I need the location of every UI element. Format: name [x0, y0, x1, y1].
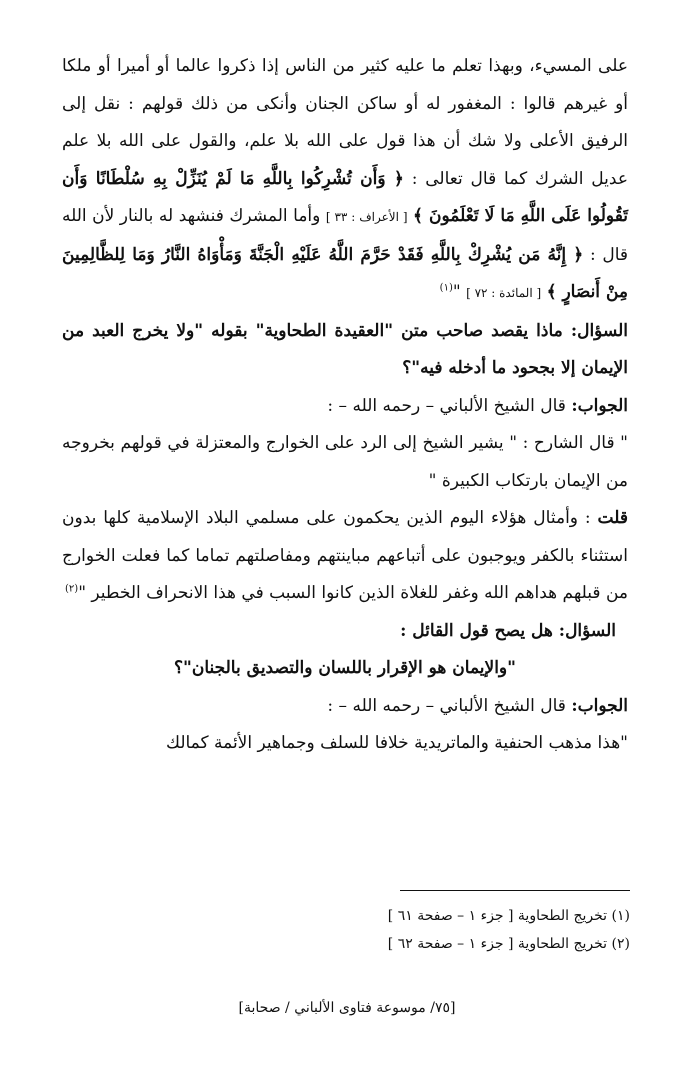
question-2-label: السؤال:	[558, 620, 616, 641]
question-1	[62, 313, 628, 388]
qult-text: : وأمثال هؤلاء اليوم الذين يحكمون على مسلمي البلاد الإسلامية كلها بدون استثناء بالكفر ويوجبون على أتباعهم مباينتهم ومفاصلتهم تماما كما فعلت الخوارج من قبلهم هداهم الله وغفر للغلاة الذين كانوا السبب في هذا الانحراف الخطير "	[62, 508, 628, 603]
question-2-quote: "والإيمان هو الإقرار باللسان والتصديق بالجنان"؟	[173, 658, 516, 678]
answer-1-label: الجواب:	[571, 395, 628, 416]
paragraph-1-text: على المسيء، وبهذا تعلم ما عليه كثير من الناس إذا ذكروا عالما أو أميرا أو ملكا أو غيرهم قالوا : المغفور له أو ساكن الجنان وأنكى من ذلك قولهم : نقل إلى الرفيق الأعلى ولا شك أن هذا قول على الله بلا علم، والقول على الله بلا علم عديل الشرك كما قال تعالى :	[62, 56, 628, 189]
footnote-1: (١) تخريج الطحاوية [ جزء ١ – صفحة ٦١ ]	[387, 908, 630, 924]
paragraph-1-middle: وأما المشرك فنشهد له بالنار لأن الله قال :	[62, 206, 629, 265]
footnote-2: (٢) تخريج الطحاوية [ جزء ١ – صفحة ٦٢ ]	[387, 936, 630, 952]
footnote-marker-2: (٢)	[65, 583, 79, 595]
answer-1-quote: " قال الشارح : " يشير الشيخ إلى الرد على الخوارج والمعتزلة في قولهم بخروجه من الإيمان بارتكاب الكبيرة "	[62, 433, 628, 491]
paragraph-1	[62, 48, 628, 313]
qult-paragraph	[62, 500, 628, 613]
footnote-marker-1: (١)	[439, 282, 453, 294]
answer-2-header	[62, 688, 628, 726]
main-text	[62, 48, 628, 763]
question-2	[62, 613, 628, 651]
answer-2-label: الجواب:	[571, 695, 628, 716]
qult-label: قلت	[597, 508, 628, 528]
question-2-text: هل يصح قول القائل :	[400, 620, 553, 641]
footnotes	[300, 902, 630, 958]
answer-2-intro: قال الشيخ الألباني – رحمه الله – :	[327, 695, 566, 716]
footnote-divider	[400, 890, 630, 891]
quran-verse-maidah: ﴿ إِنَّهُ مَن يُشْرِكْ بِاللَّهِ فَقَدْ حَرَّمَ اللَّهُ عَلَيْهِ الْجَنَّةَ وَمَأْوَاهُ النَّارُ وَمَا لِلظَّالِمِينَ مِنْ أَنصَارٍ ﴾	[62, 244, 628, 302]
answer-1-header	[62, 388, 628, 426]
question-1-label: السؤال:	[570, 320, 629, 341]
paragraph-1-end: "	[452, 282, 461, 302]
answer-1-intro: قال الشيخ الألباني – رحمه الله – :	[327, 395, 566, 416]
verse-reference-maidah: [ المائدة : ٧٢ ]	[466, 286, 542, 300]
answer-2-quote: "هذا مذهب الحنفية والماتريدية خلافا للسلف وجماهير الأئمة كمالك	[166, 733, 628, 753]
page-footer: [٧٥/ موسوعة فتاوى الألباني / صحابة]	[238, 1000, 456, 1016]
question-1-text: ماذا يقصد صاحب متن "العقيدة الطحاوية" بقوله "ولا يخرج العبد من الإيمان إلا بجحود ما أدخله فيه"؟	[62, 320, 628, 378]
verse-reference-araf: [ الأعراف : ٣٣ ]	[325, 210, 408, 224]
quran-verse-araf: ﴿ وَأَن تُشْرِكُوا بِاللَّهِ مَا لَمْ يُنَزِّلْ بِهِ سُلْطَانًا وَأَن تَقُولُوا عَلَى اللَّهِ مَا لَا تَعْلَمُونَ ﴾	[62, 168, 629, 226]
